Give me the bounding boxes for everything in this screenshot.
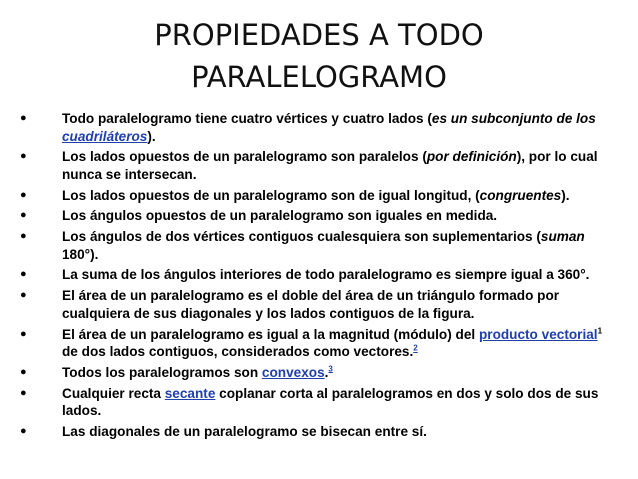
bullet-icon: ● xyxy=(20,424,27,437)
bullet-icon: ● xyxy=(20,327,27,340)
item-text-end: 180°). xyxy=(62,246,99,262)
property-item xyxy=(20,187,605,205)
item-text: Los lados opuestos de un paralelogramo son de igual longitud, ( xyxy=(62,187,480,203)
item-text: Los lados opuestos de un paralelogramo son paralelos ( xyxy=(62,149,427,165)
bullet-icon: ● xyxy=(20,386,27,399)
item-text: Todos los paralelogramos son xyxy=(62,364,262,380)
item-text: Cualquier recta xyxy=(62,385,165,401)
title-line-1: PROPIEDADES A TODO xyxy=(154,18,484,52)
link-convexos[interactable]: convexos xyxy=(261,364,325,380)
bullet-icon: ● xyxy=(20,230,27,243)
bullet-icon: ● xyxy=(20,188,27,201)
item-text-end: ), por lo cual nunca se intersecan. xyxy=(62,149,598,182)
bullet-icon: ● xyxy=(20,289,27,302)
item-text: Las diagonales de un paralelogramo se bisecan entre sí. xyxy=(62,423,427,439)
item-emphasis: congruentes xyxy=(479,187,562,203)
bullet-icon: ● xyxy=(20,209,27,222)
item-text: Todo paralelogramo tiene cuatro vértices y cuatro lados ( xyxy=(62,111,432,126)
item-text-end: coplanar corta al paralelogramos en dos y solo dos de sus lados. xyxy=(62,385,599,419)
property-item xyxy=(20,287,605,322)
item-emphasis: es un subconjunto de los xyxy=(431,111,596,126)
item-emphasis: suman xyxy=(540,229,585,245)
properties-list xyxy=(20,110,605,444)
item-text: El área de un paralelogramo es igual a la magnitud (módulo) del xyxy=(62,326,479,342)
link-cuadrilateros[interactable]: cuadriláteros xyxy=(62,128,148,144)
property-item xyxy=(20,110,605,145)
item-text: Los ángulos opuestos de un paralelogramo son iguales en medida. xyxy=(62,208,498,224)
item-text-end: ). xyxy=(147,128,156,144)
slide-title xyxy=(0,14,638,98)
link-producto-vectorial[interactable]: producto vectorial xyxy=(478,326,598,342)
item-text: Los ángulos de dos vértices contiguos cualesquiera son suplementarios ( xyxy=(62,229,541,245)
item-text-end: de dos lados contiguos, considerados como vectores. xyxy=(62,344,414,360)
property-item xyxy=(20,423,605,441)
bullet-icon: ● xyxy=(20,112,27,124)
footnote-ref-3[interactable]: 3 xyxy=(328,364,333,374)
bullet-icon: ● xyxy=(20,365,27,378)
property-item xyxy=(20,148,605,183)
property-item xyxy=(20,326,605,361)
item-text-end: . xyxy=(324,364,329,380)
property-item xyxy=(20,385,605,420)
property-item xyxy=(20,266,605,284)
footnote-ref-1: 1 xyxy=(597,326,603,336)
item-text-end: ). xyxy=(561,187,570,203)
property-item xyxy=(20,228,605,263)
property-item xyxy=(20,364,605,382)
footnote-ref-2[interactable]: 2 xyxy=(413,343,418,353)
item-text: El área de un paralelogramo es el doble del área de un triángulo formado por cualquiera de sus diagonales y los lados contiguos de la figura. xyxy=(62,288,560,321)
title-line-2: PARALELOGRAMO xyxy=(191,60,447,94)
bullet-icon: ● xyxy=(20,150,27,163)
item-emphasis: por definición xyxy=(426,149,517,165)
property-item xyxy=(20,207,605,225)
link-secante[interactable]: secante xyxy=(164,385,216,401)
item-text: La suma de los ángulos interiores de todo paralelogramo es siempre igual a 360°. xyxy=(62,267,590,283)
bullet-icon: ● xyxy=(20,268,27,281)
